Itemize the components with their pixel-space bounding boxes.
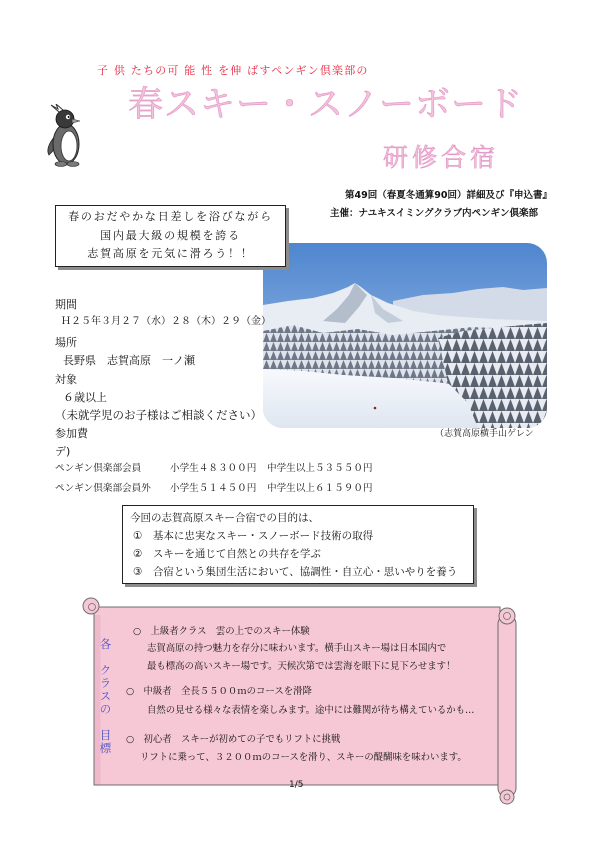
snow-mountain-photo bbox=[263, 243, 547, 428]
intro-box bbox=[55, 205, 286, 267]
class-description: 志賀高原の持つ魅力を存分に味わいます。横手山スキー場は日本国内で bbox=[147, 643, 447, 654]
purpose-box bbox=[122, 505, 474, 584]
class-title-beginner: ○ 初心者 スキーが初めての子でもリフトに挑戦 bbox=[126, 734, 341, 745]
class-title-intermediate: ○ 中級者 全長５５００ｍのコースを滑降 bbox=[126, 686, 312, 697]
intro-line: 志賀高原を元気に滑ろう！！ bbox=[87, 247, 254, 260]
subtitle: 研修合宿 bbox=[383, 143, 500, 172]
penguin-right-foot bbox=[67, 162, 79, 167]
fee-note: デ) bbox=[55, 445, 71, 458]
penguin-belly bbox=[61, 131, 77, 161]
period-label: 期間 bbox=[55, 298, 77, 311]
fee-member-type: ペンギン倶楽部会員 bbox=[55, 463, 142, 474]
place-value: 長野県 志賀高原 一ノ瀬 bbox=[63, 354, 195, 367]
penguin-pupil bbox=[68, 116, 70, 118]
fee-junior-high: 中学生以上６１５９０円 bbox=[267, 483, 373, 494]
tagline: 子 供 たちの可 能 性 を伸 ばすペンギン倶楽部の bbox=[97, 64, 369, 77]
scroll-right-roll bbox=[498, 615, 516, 797]
edition-line: 第49回（春夏冬通算90回）詳細及び『申込書』 bbox=[345, 190, 552, 201]
class-description: リフトに乗って、３２００ｍのコースを滑り、スキーの醍醐味を味わいます。 bbox=[140, 752, 467, 763]
penguin-head bbox=[56, 110, 74, 128]
purpose-item: ② スキーを通じて自然との共存を学ぶ bbox=[133, 548, 321, 560]
fee-label: 参加費 bbox=[55, 427, 88, 440]
purpose-item: ③ 合宿という集団生活において、協調性・自立心・思いやりを養う bbox=[133, 566, 458, 578]
penguin-left-foot bbox=[55, 162, 67, 167]
intro-line: 国内最大級の規模を誇る bbox=[100, 228, 241, 242]
penguin-beak bbox=[72, 119, 80, 123]
class-goals-heading: 各 クラスの 目標 bbox=[98, 638, 113, 755]
fee-elementary: 小学生５１４５０円 bbox=[170, 483, 257, 494]
penguin-illustration bbox=[42, 104, 92, 168]
class-description: 自然の見せる様々な表情を楽しみます。途中には難関が待ち構えているかも… bbox=[147, 705, 475, 716]
class-description: 最も標高の高いスキー場です。天候次第では雲海を眼下に見下ろせます！ bbox=[147, 661, 456, 672]
scroll-top-right-curl bbox=[499, 608, 515, 624]
scroll-top-left-curl bbox=[83, 598, 99, 614]
target-value: ６歳以上 bbox=[63, 391, 107, 404]
purpose-item: ① 基本に忠実なスキー・スノーボード技術の取得 bbox=[133, 530, 374, 542]
fee-member-type: ペンギン倶楽部会員外 bbox=[55, 483, 151, 494]
photo-caption: （志賀高原横手山ゲレン bbox=[435, 429, 534, 439]
page-number: 1/5 bbox=[289, 780, 304, 790]
skier bbox=[374, 407, 377, 410]
scroll-bottom-curl bbox=[500, 790, 514, 804]
class-title-advanced: ○ 上級者クラス 雲の上でのスキー体験 bbox=[133, 626, 310, 637]
period-value: Ｈ２５年３月２７（水）２８（木）２９（金） bbox=[61, 316, 271, 327]
place-label: 場所 bbox=[55, 336, 77, 349]
intro-line: 春のおだやかな日差しを浴びながら bbox=[68, 210, 273, 223]
fee-junior-high: 中学生以上５３５５０円 bbox=[267, 463, 373, 474]
purpose-intro: 今回の志賀高原スキー合宿での目的は、 bbox=[130, 512, 319, 524]
target-label: 対象 bbox=[55, 373, 77, 386]
main-title: 春スキー・スノーボード bbox=[128, 85, 523, 125]
organizer-line: 主催：ナユキスイミングクラブ内ペンギン倶楽部 bbox=[330, 208, 538, 219]
fee-elementary: 小学生４８３００円 bbox=[170, 463, 257, 474]
target-note: （未就学児のお子様はご相談ください） bbox=[55, 408, 262, 422]
